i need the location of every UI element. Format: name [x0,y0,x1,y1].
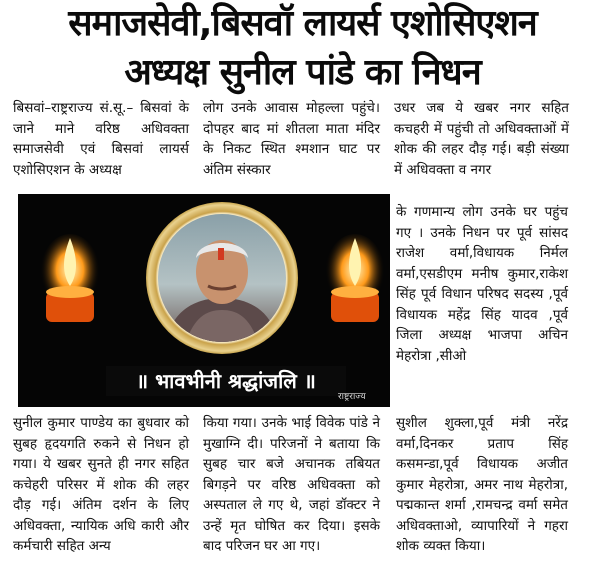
portrait-figure [158,214,286,342]
article-column-3-bottom: सुशील शुक्ला,पूर्व मंत्री नरेंद्र वर्मा,दिनकर प्रताप सिंह कसमन्डा,पूर्व विधायक अजीत कुमार मेहरोत्रा, अमर नाथ मेहरोत्रा, पद्मकान्त शर्मा ,रामचन्द्र वर्मा समेत अधिवक्ताओ, व्यापारियों ने गहरा शोक व्यक्त किया। [396,415,568,554]
headline-line-2: अध्यक्ष सुनील पांडे का निधन [124,52,481,93]
tribute-banner: ॥ भावभीनी श्रद्धांजलि ॥ [106,366,346,396]
photo-credit: राष्ट्रराज्य [338,392,366,402]
article-column-1-bottom: सुनील कुमार पाण्डेय का बुधवार को सुबह हृदयगति रुकने से निधन हो गया। ये खबर सुनते ही नगर सहित कचेहरी परिसर में शोक की लहर दौड़ गई। अंतिम दर्शन के लिए अधिवक्ता, न्यायिक अधि कारी और कर्मचारी सहित अन्य [13,415,189,554]
article-column-3-middle: के गणमान्य लोग उनके घर पहुंच गए । उनके निधन पर पूर्व सांसद राजेश वर्मा,विधायक निर्मल वर्मा,एसडीएम मनीष कुमार,राकेश सिंह पूर्व विधान परिषद सदस्य ,पूर्व विधायक महेंद्र सिंह यादव ,पूर्व जिला अध्यक्ष भाजपा अचिन मेहरोत्रा ,सीओ [396,204,568,364]
article-column-2-bottom: किया गया। उनके भाई विवेक पांडे ने मुखाग्नि दी। परिजनों ने बताया कि सुबह चार बजे अचानक तबियत बिगड़ने पर वरिष्ठ अधिवक्ता को अस्पताल ले गए थे, जहां डॉक्टर ने उन्हें मृत घोषित कर दिया। इसके बाद परिजन घर आ गए। [203,415,380,554]
candle-left-icon [38,234,102,326]
article-column-2-top: लोग उनके आवास मोहल्ला पहुंचे। दोपहर बाद मां शीतला माता मंदिर के निकट स्थित श्मशान घाट पर अंतिम संस्कार [203,100,380,178]
portrait-photo [158,214,286,342]
headline-line-1: समाजसेवी,बिसवॉ लायर्स एशोसिएशन [68,3,537,44]
tribute-photo [18,194,390,407]
article-column-3-top: उधर जब ये खबर नगर सहित कचहरी में पहुंची तो अधिवक्ताओं में शोक की लहर दौड़ गई। बड़ी संख्या में अधिवक्ता व नगर [394,100,569,178]
article-column-1-top: बिसवां–राष्ट्रराज्य सं.सू.– बिसवां के जाने माने वरिष्ठ अधिवक्ता समाजसेवी एवं बिसवां लायर्स एशोसिएशन के अध्यक्ष [13,100,189,178]
candle-right-icon [323,234,387,326]
